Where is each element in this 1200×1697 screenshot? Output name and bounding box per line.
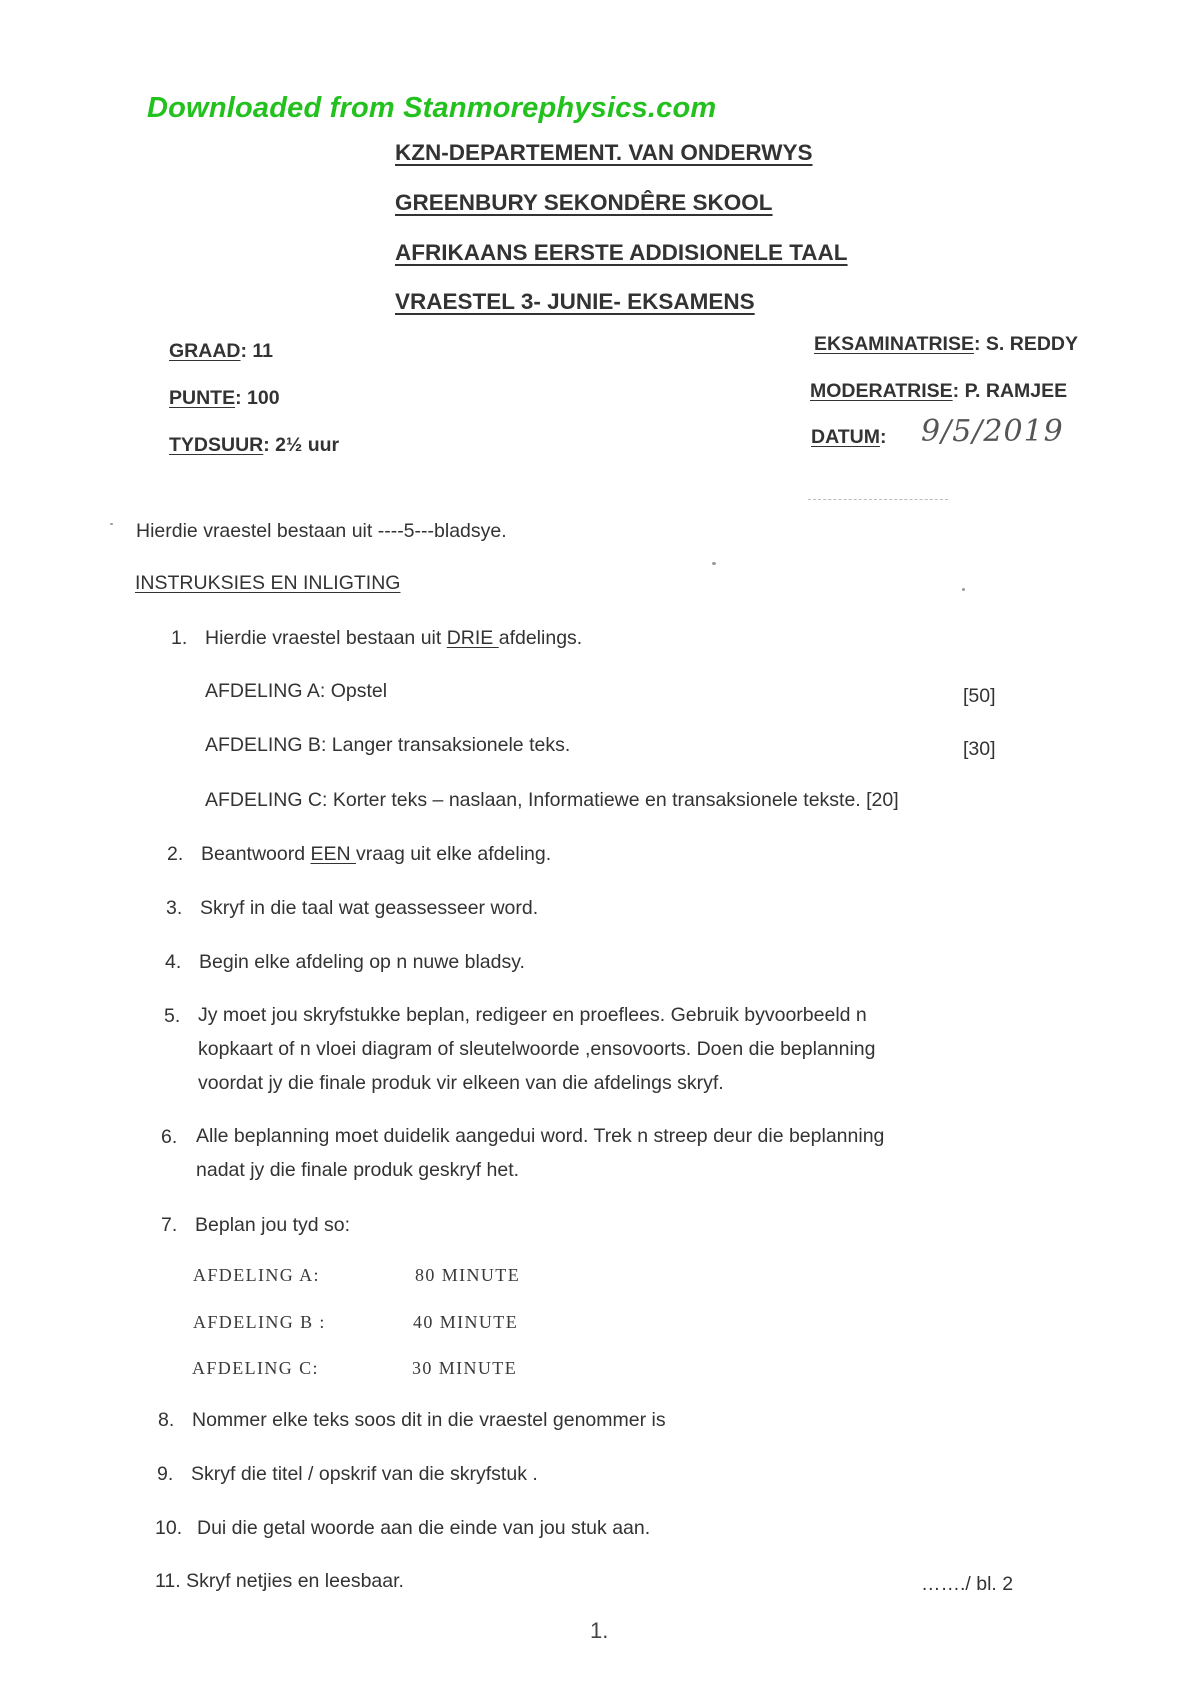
moderator-value: : P. RAMJEE [952,380,1068,402]
date-label: DATUM [811,426,880,448]
grade-label: GRAAD [169,340,241,362]
heading-department: KZN-DEPARTEMENT. VAN ONDERWYS [395,140,813,165]
instruction-number: 1. [171,627,188,649]
date-handwritten: 9/5/2019 [921,414,1064,449]
time-a-value: 80 MINUTE [415,1265,521,1285]
instruction-text: Nommer elke teks soos dit in die vraestel genommer is [192,1409,666,1431]
instruction-text: Hierdie vraestel bestaan uit [205,627,447,649]
instruction-line: Jy moet jou skryfstukke beplan, redigeer en proeflees. Gebruik byvoorbeeld n [198,1004,867,1026]
instruction-number: 5. [164,1005,181,1027]
instruction-line: nadat jy die finale produk geskryf het. [196,1159,520,1181]
moderator-field [810,380,1067,403]
instruction-11: 11. Skryf netjies en leesbaar. [155,1570,404,1592]
instruction-number: 10. [155,1517,183,1539]
instruction-2 [167,843,551,866]
date-underline [808,499,948,500]
instruction-text: Skryf in die taal wat geassesseer word. [200,897,539,919]
duration-value: : 2½ uur [263,434,340,456]
section-b-line: AFDELING B: Langer transaksionele teks. [205,734,571,756]
time-c-label: AFDELING C: [192,1358,319,1378]
instruction-10 [155,1517,650,1540]
instruction-number: 3. [166,897,183,919]
marks-value: : 100 [235,387,280,409]
marks-label: PUNTE [169,387,236,409]
instruction-6 [196,1119,884,1187]
instruction-line: voordat jy die finale produk vir elkeen van die afdelings skryf. [198,1072,724,1094]
instruction-5 [198,998,876,1100]
instruction-7 [161,1214,350,1237]
time-b-value: 40 MINUTE [413,1312,519,1332]
instruction-number: 4. [165,951,182,973]
examiner-label: EKSAMINATRISE [814,333,974,355]
watermark-text: Downloaded from Stanmorephysics.com [147,92,717,124]
section-a-line: AFDELING A: Opstel [205,680,388,702]
instruction-text: Beplan jou tyd so: [195,1214,351,1236]
instruction-number: 2. [167,843,184,865]
time-a-label: AFDELING A: [193,1265,320,1285]
instruction-text: Begin elke afdeling op n nuwe bladsy. [199,951,525,973]
date-field [811,426,886,449]
page-number: 1. [590,1618,609,1643]
instructions-title: INSTRUKSIES EN INLIGTING [135,572,401,594]
instruction-text: Beantwoord [201,843,311,865]
grade-field [169,340,273,363]
grade-value: : 11 [240,340,274,362]
instruction-number: 7. [161,1214,178,1236]
instruction-3 [166,897,538,920]
instruction-line: kopkaart of n vloei diagram of sleutelwoorde ,ensovoorts. Doen die beplanning [198,1038,876,1060]
instruction-8 [158,1409,666,1432]
duration-label: TYDSUUR [169,434,264,456]
examiner-value: : S. REDDY [973,333,1078,355]
scan-speck [962,588,965,591]
time-b-label: AFDELING B : [193,1312,326,1332]
instruction-9 [157,1463,538,1486]
heading-paper: VRAESTEL 3- JUNIE- EKSAMENS [395,289,755,314]
time-c-value: 30 MINUTE [412,1358,518,1378]
section-a-marks: [50] [963,685,996,707]
instruction-6-number [161,1126,195,1149]
instruction-text: vraag uit elke afdeling. [356,843,552,865]
pages-note: Hierdie vraestel bestaan uit ----5---bladsye. [136,520,507,542]
date-colon: : [879,426,887,448]
instruction-line: Alle beplanning moet duidelik aangedui word. Trek n streep deur die beplanning [196,1125,885,1147]
instruction-text: Skryf die titel / opskrif van die skryfstuk . [191,1463,538,1485]
duration-field [169,434,339,457]
section-c-line: AFDELING C: Korter teks – naslaan, Informatiewe en transaksionele tekste. [20] [205,789,899,811]
heading-school: GREENBURY SEKONDÊRE SKOOL [395,190,773,215]
instruction-number: 9. [157,1463,174,1485]
instruction-1 [171,627,582,650]
heading-subject: AFRIKAANS EERSTE ADDISIONELE TAAL [395,240,848,265]
scan-speck [712,562,716,565]
instruction-text: afdelings. [498,627,583,649]
continued-note: ……./ bl. 2 [921,1573,1014,1595]
instruction-5-number [164,1005,198,1028]
instruction-4 [165,951,525,974]
instruction-number: 6. [161,1126,178,1148]
moderator-label: MODERATRISE [810,380,953,402]
instruction-text: Dui die getal woorde aan die einde van jou stuk aan. [197,1517,651,1539]
emphasis-text: DRIE [446,627,499,649]
section-b-marks: [30] [963,738,996,760]
instruction-number: 8. [158,1409,175,1431]
emphasis-text: EEN [310,843,357,865]
marks-field [169,387,280,410]
scan-speck [110,523,113,525]
examiner-field [814,333,1078,356]
